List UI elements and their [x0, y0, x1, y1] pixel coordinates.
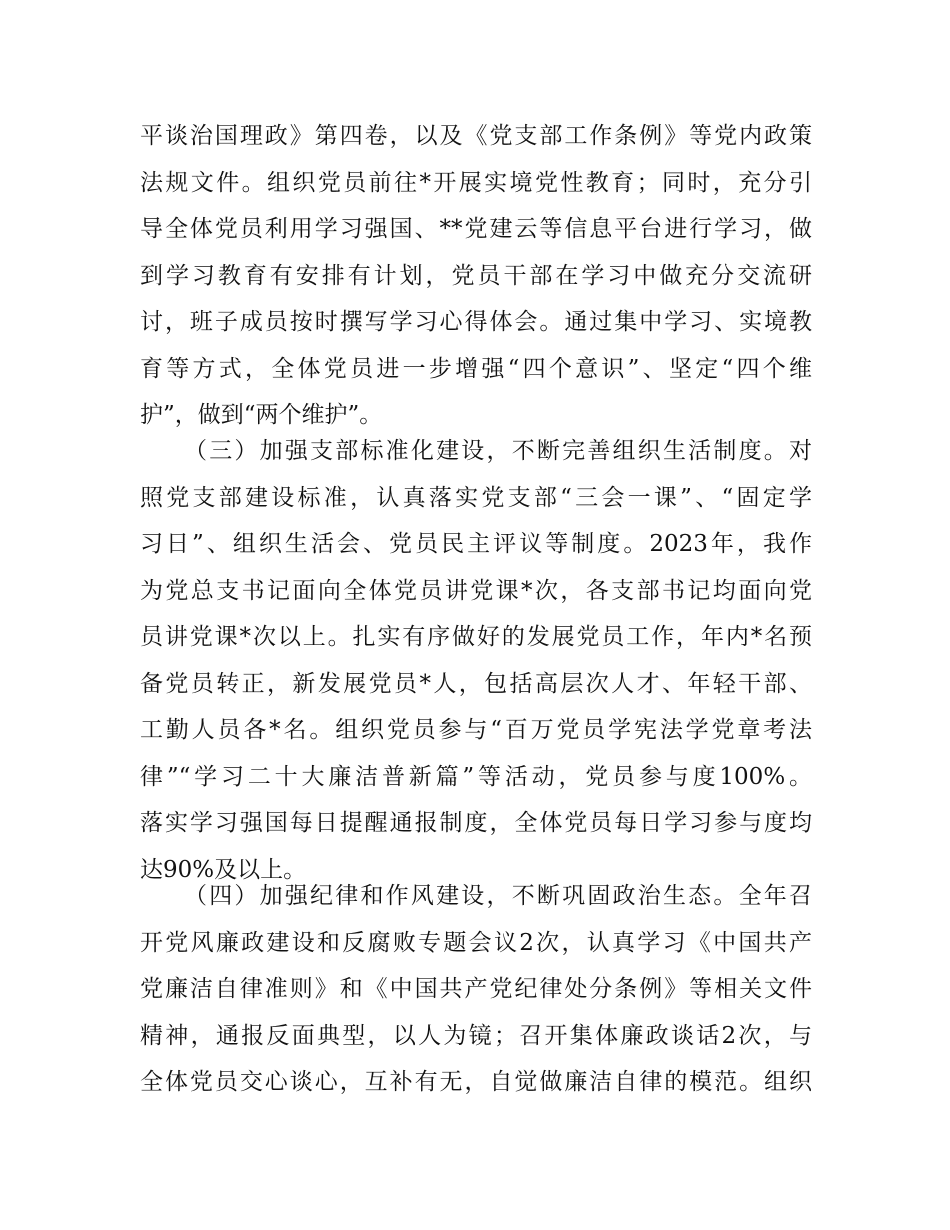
paragraph-1: [140, 113, 812, 439]
paragraph-line: 律”“学习二十大廉洁普新篇”等活动，党员参与度100%。: [140, 763, 812, 790]
paragraph-line: 开党风廉政建设和反腐败专题会议2次，认真学习《中国共产: [140, 929, 812, 956]
paragraph-line: 法规文件。组织党员前往*开展实境党性教育；同时，充分引: [140, 169, 812, 196]
paragraph-line: （三）加强支部标准化建设，不断完善组织生活制度。对: [184, 438, 812, 464]
paragraph-line: 护”，做到“两个维护”。: [140, 402, 383, 428]
paragraph-line: 备党员转正，新发展党员*人，包括高层次人才、年轻干部、: [140, 670, 812, 697]
paragraph-line: 导全体党员利用学习强国、**党建云等信息平台进行学习，做: [140, 216, 812, 242]
paragraph-line: 为党总支书记面向全体党员讲党课*次，各支部书记均面向党: [140, 577, 812, 604]
paragraph-line: 精神，通报反面典型，以人为镜；召开集体廉政谈话2次，与: [140, 1022, 812, 1049]
paragraph-line: 到学习教育有安排有计划，党员干部在学习中做充分交流研: [140, 262, 812, 289]
paragraph-line: 党廉洁自律准则》和《中国共产党纪律处分条例》等相关文件: [140, 976, 812, 1002]
paragraph-3: [140, 873, 812, 1106]
paragraph-line: 照党支部建设标准，认真落实党支部“三会一课”、“固定学: [140, 484, 812, 511]
paragraph-line: （四）加强纪律和作风建设，不断巩固政治生态。全年召: [184, 883, 812, 909]
paragraph-line: 全体党员交心谈心，互补有无，自觉做廉洁自律的模范。组织: [140, 1069, 812, 1095]
paragraph-line: 平谈治国理政》第四卷，以及《党支部工作条例》等党内政策: [140, 123, 812, 149]
paragraph-line: 习日”、组织生活会、党员民主评议等制度。2023年，我作: [140, 531, 812, 557]
paragraph-2: [140, 428, 812, 893]
paragraph-line: 工勤人员各*名。组织党员参与“百万党员学宪法学党章考法: [140, 717, 812, 743]
paragraph-line: 育等方式，全体党员进一步增强“四个意识”、坚定“四个维: [140, 355, 812, 382]
paragraph-line: 讨，班子成员按时撰写学习心得体会。通过集中学习、实境教: [140, 309, 812, 335]
paragraph-line: 员讲党课*次以上。扎实有序做好的发展党员工作，年内*名预: [140, 624, 812, 650]
paragraph-line: 落实学习强国每日提醒通报制度，全体党员每日学习参与度均: [140, 810, 812, 836]
paragraph-line: 达90%及以上。: [140, 856, 307, 883]
